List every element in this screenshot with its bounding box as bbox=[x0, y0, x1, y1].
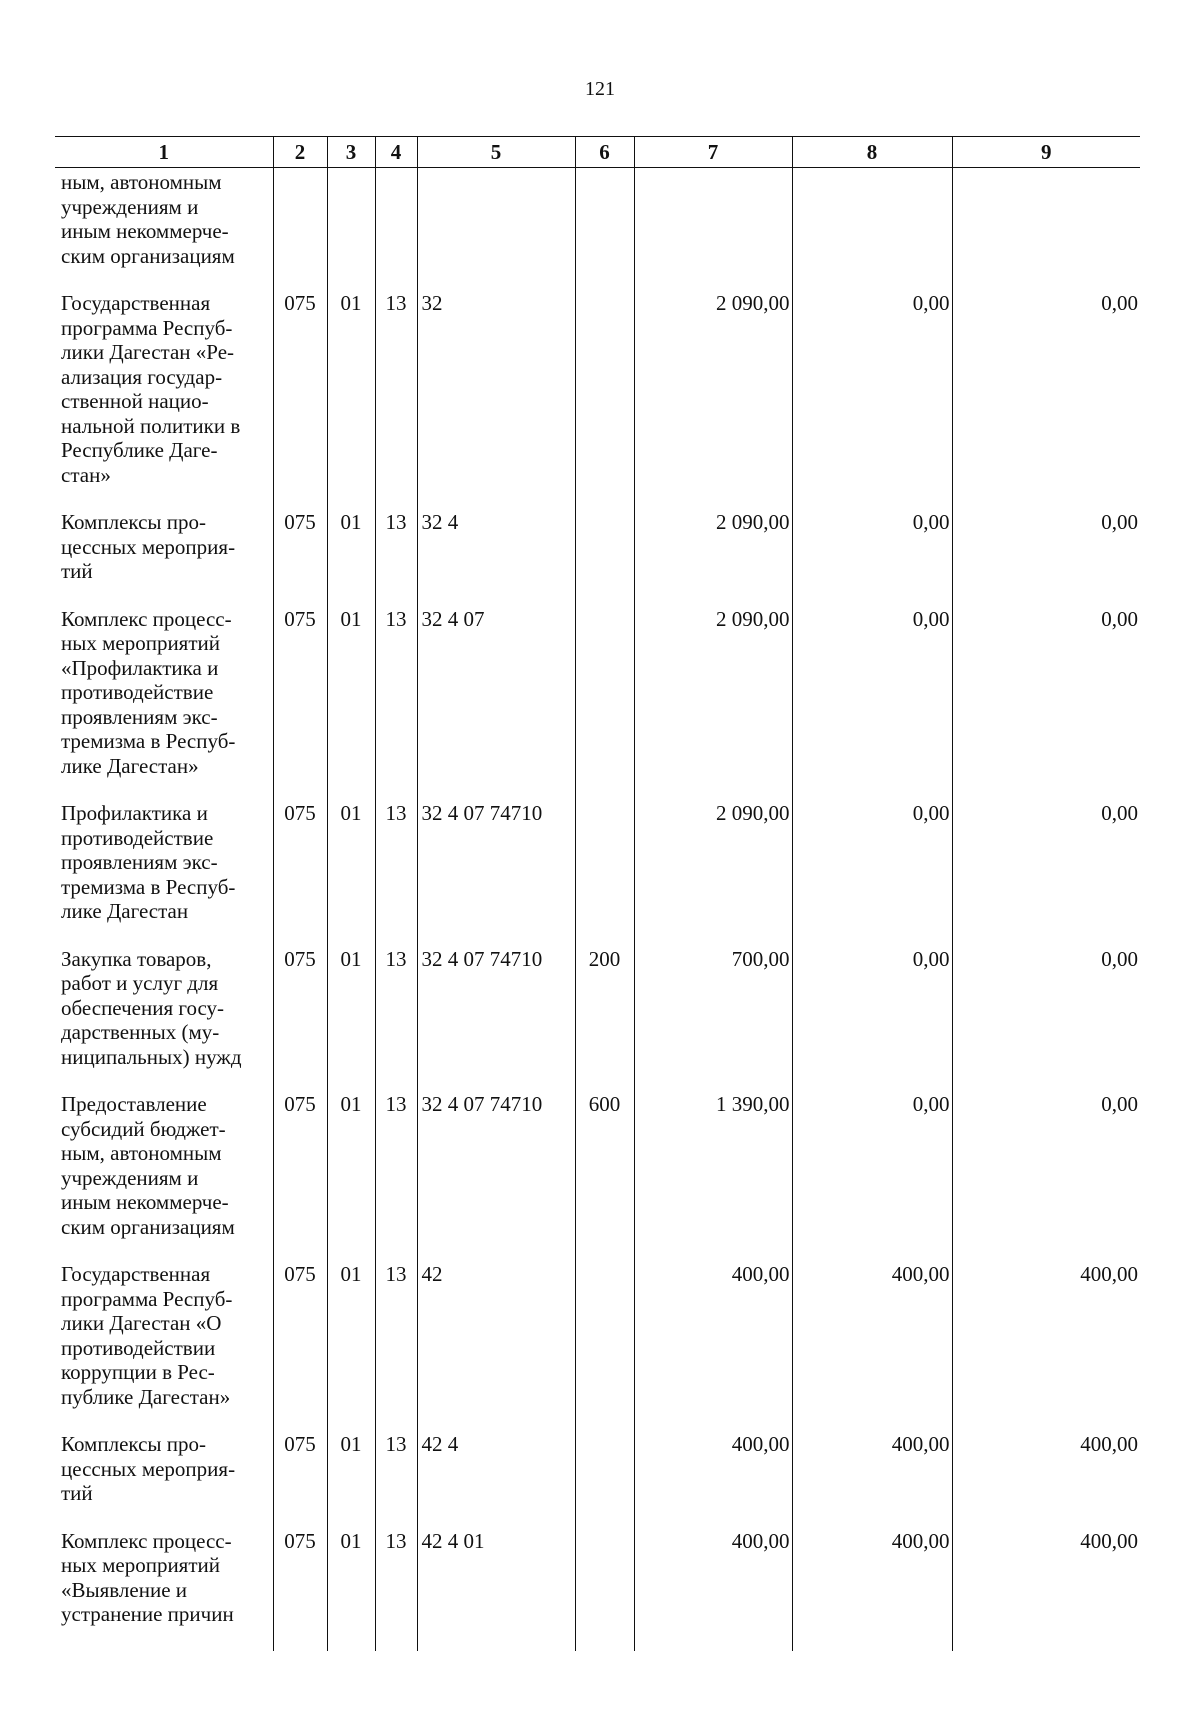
amount-col8-cell: 0,00 bbox=[792, 595, 952, 790]
ministry-code-cell bbox=[273, 168, 327, 280]
item-name-line: Комплекс процесс- bbox=[61, 1528, 232, 1553]
item-name-line: Государственная bbox=[61, 1262, 211, 1286]
ministry-code-cell: 075 bbox=[273, 1517, 327, 1651]
amount-col7-cell: 2 090,00 bbox=[634, 595, 792, 790]
column-header: 4 bbox=[375, 137, 417, 168]
item-name-line: ским организациям bbox=[61, 243, 235, 268]
target-article-cell: 42 4 01 bbox=[417, 1517, 575, 1651]
item-name-cell bbox=[55, 935, 273, 1081]
item-name-line: ским организациям bbox=[61, 1214, 235, 1239]
item-name-line: дарственных (му- bbox=[61, 1020, 220, 1044]
target-article-cell: 32 4 07 74710 bbox=[417, 789, 575, 935]
expense-type-cell bbox=[575, 498, 634, 595]
section-code-cell: 01 bbox=[327, 1517, 375, 1651]
amount-col8-cell: 0,00 bbox=[792, 279, 952, 498]
item-name-line: противодействие bbox=[61, 680, 214, 704]
ministry-code-cell: 075 bbox=[273, 1420, 327, 1517]
section-code-cell: 01 bbox=[327, 789, 375, 935]
expense-type-cell bbox=[575, 789, 634, 935]
table-row bbox=[55, 1250, 1140, 1420]
ministry-code-cell: 075 bbox=[273, 1250, 327, 1420]
item-name-line: ным, автономным bbox=[61, 170, 222, 194]
subsection-code-cell: 13 bbox=[375, 498, 417, 595]
item-name-line: публике Дагестан» bbox=[61, 1384, 231, 1409]
item-name-line: Республике Даге- bbox=[61, 438, 218, 462]
column-header: 3 bbox=[327, 137, 375, 168]
amount-col9-cell bbox=[952, 168, 1140, 280]
amount-col9-cell: 400,00 bbox=[952, 1420, 1140, 1517]
section-code-cell: 01 bbox=[327, 595, 375, 790]
item-name-line: цессных мероприя- bbox=[61, 534, 236, 559]
item-name-line: лике Дагестан» bbox=[61, 753, 199, 778]
item-name-line: Закупка товаров, bbox=[61, 946, 212, 971]
expense-type-cell: 600 bbox=[575, 1080, 634, 1250]
item-name-line: Комплексы про- bbox=[61, 1432, 206, 1456]
section-code-cell: 01 bbox=[327, 1080, 375, 1250]
section-code-cell: 01 bbox=[327, 1420, 375, 1517]
subsection-code-cell: 13 bbox=[375, 1250, 417, 1420]
target-article-cell: 42 4 bbox=[417, 1420, 575, 1517]
item-name-line: «Профилактика и bbox=[61, 655, 219, 680]
section-code-cell: 01 bbox=[327, 498, 375, 595]
item-name-line: стан» bbox=[61, 462, 111, 487]
amount-col8-cell: 0,00 bbox=[792, 1080, 952, 1250]
item-name-line: тремизма в Респуб- bbox=[61, 874, 236, 899]
item-name-line: противодействии bbox=[61, 1335, 216, 1360]
item-name-line: ных мероприятий bbox=[61, 631, 220, 655]
amount-col7-cell: 1 390,00 bbox=[634, 1080, 792, 1250]
amount-col9-cell: 0,00 bbox=[952, 595, 1140, 790]
item-name-cell bbox=[55, 498, 273, 595]
amount-col7-cell: 400,00 bbox=[634, 1517, 792, 1651]
expense-type-cell: 200 bbox=[575, 935, 634, 1081]
column-header: 1 bbox=[55, 137, 273, 168]
item-name-line: иным некоммерче- bbox=[61, 219, 229, 243]
item-name-line: цессных мероприя- bbox=[61, 1456, 236, 1481]
item-name-line: учреждениям и bbox=[61, 1165, 199, 1190]
item-name-line: «Выявление и bbox=[61, 1577, 187, 1602]
ministry-code-cell: 075 bbox=[273, 498, 327, 595]
expense-type-cell bbox=[575, 1517, 634, 1651]
amount-col7-cell: 700,00 bbox=[634, 935, 792, 1081]
item-name-line: ниципальных) нужд bbox=[61, 1044, 242, 1069]
item-name-line: ализация государ- bbox=[61, 364, 223, 389]
target-article-cell bbox=[417, 168, 575, 280]
table-row bbox=[55, 1080, 1140, 1250]
item-name-cell bbox=[55, 1250, 273, 1420]
section-code-cell: 01 bbox=[327, 935, 375, 1081]
item-name-line: субсидий бюджет- bbox=[61, 1116, 226, 1141]
amount-col8-cell: 400,00 bbox=[792, 1420, 952, 1517]
target-article-cell: 32 bbox=[417, 279, 575, 498]
amount-col8-cell: 0,00 bbox=[792, 498, 952, 595]
item-name-line: лики Дагестан «Ре- bbox=[61, 340, 235, 364]
table-row bbox=[55, 789, 1140, 935]
item-name-line: тий bbox=[61, 1481, 93, 1505]
column-header: 2 bbox=[273, 137, 327, 168]
amount-col8-cell: 0,00 bbox=[792, 789, 952, 935]
item-name-line: противодействие bbox=[61, 825, 214, 850]
target-article-cell: 32 4 07 74710 bbox=[417, 1080, 575, 1250]
item-name-line: лики Дагестан «О bbox=[61, 1311, 222, 1335]
table-row bbox=[55, 935, 1140, 1081]
page-number: 121 bbox=[585, 78, 615, 100]
amount-col8-cell bbox=[792, 168, 952, 280]
amount-col8-cell: 400,00 bbox=[792, 1517, 952, 1651]
amount-col9-cell: 400,00 bbox=[952, 1250, 1140, 1420]
ministry-code-cell: 075 bbox=[273, 935, 327, 1081]
table-row bbox=[55, 279, 1140, 498]
subsection-code-cell: 13 bbox=[375, 279, 417, 498]
item-name-line: учреждениям и bbox=[61, 194, 199, 219]
subsection-code-cell: 13 bbox=[375, 789, 417, 935]
item-name-line: тий bbox=[61, 559, 93, 583]
ministry-code-cell: 075 bbox=[273, 1080, 327, 1250]
item-name-line: лике Дагестан bbox=[61, 899, 189, 923]
item-name-line: Комплексы про- bbox=[61, 510, 206, 534]
item-name-line: ных мероприятий bbox=[61, 1553, 220, 1577]
table-row bbox=[55, 168, 1140, 280]
item-name-cell bbox=[55, 279, 273, 498]
subsection-code-cell: 13 bbox=[375, 595, 417, 790]
target-article-cell: 32 4 07 bbox=[417, 595, 575, 790]
subsection-code-cell bbox=[375, 168, 417, 280]
amount-col8-cell: 400,00 bbox=[792, 1250, 952, 1420]
table-row bbox=[55, 498, 1140, 595]
item-name-cell bbox=[55, 1080, 273, 1250]
target-article-cell: 42 bbox=[417, 1250, 575, 1420]
item-name-line: Комплекс процесс- bbox=[61, 606, 232, 631]
item-name-line: работ и услуг для bbox=[61, 971, 219, 995]
column-header: 8 bbox=[792, 137, 952, 168]
item-name-line: коррупции в Рес- bbox=[61, 1360, 215, 1384]
amount-col9-cell: 0,00 bbox=[952, 498, 1140, 595]
item-name-line: Профилактика и bbox=[61, 801, 208, 825]
section-code-cell: 01 bbox=[327, 1250, 375, 1420]
table-row bbox=[55, 595, 1140, 790]
column-header: 7 bbox=[634, 137, 792, 168]
amount-col7-cell: 400,00 bbox=[634, 1250, 792, 1420]
target-article-cell: 32 4 07 74710 bbox=[417, 935, 575, 1081]
section-code-cell bbox=[327, 168, 375, 280]
amount-col8-cell: 0,00 bbox=[792, 935, 952, 1081]
expense-type-cell bbox=[575, 279, 634, 498]
item-name-line: проявлениям экс- bbox=[61, 704, 218, 729]
amount-col7-cell: 2 090,00 bbox=[634, 498, 792, 595]
item-name-line: программа Респуб- bbox=[61, 315, 233, 340]
item-name-line: тремизма в Респуб- bbox=[61, 729, 236, 753]
item-name-line: Предоставление bbox=[61, 1092, 207, 1116]
item-name-line: иным некоммерче- bbox=[61, 1190, 229, 1214]
amount-col7-cell: 2 090,00 bbox=[634, 789, 792, 935]
amount-col9-cell: 0,00 bbox=[952, 935, 1140, 1081]
item-name-cell bbox=[55, 1517, 273, 1651]
subsection-code-cell: 13 bbox=[375, 1420, 417, 1517]
subsection-code-cell: 13 bbox=[375, 1517, 417, 1651]
amount-col7-cell: 400,00 bbox=[634, 1420, 792, 1517]
amount-col9-cell: 400,00 bbox=[952, 1517, 1140, 1651]
item-name-line: программа Респуб- bbox=[61, 1286, 233, 1311]
ministry-code-cell: 075 bbox=[273, 279, 327, 498]
ministry-code-cell: 075 bbox=[273, 789, 327, 935]
table-row bbox=[55, 1420, 1140, 1517]
column-header: 6 bbox=[575, 137, 634, 168]
amount-col9-cell: 0,00 bbox=[952, 279, 1140, 498]
amount-col9-cell: 0,00 bbox=[952, 1080, 1140, 1250]
ministry-code-cell: 075 bbox=[273, 595, 327, 790]
item-name-line: нальной политики в bbox=[61, 413, 241, 438]
target-article-cell: 32 4 bbox=[417, 498, 575, 595]
expense-type-cell bbox=[575, 1250, 634, 1420]
expense-type-cell bbox=[575, 595, 634, 790]
amount-col7-cell: 2 090,00 bbox=[634, 279, 792, 498]
subsection-code-cell: 13 bbox=[375, 935, 417, 1081]
item-name-line: Государственная bbox=[61, 291, 211, 315]
column-header: 9 bbox=[952, 137, 1140, 168]
expense-type-cell bbox=[575, 1420, 634, 1517]
amount-col7-cell bbox=[634, 168, 792, 280]
amount-col9-cell: 0,00 bbox=[952, 789, 1140, 935]
budget-table bbox=[55, 136, 1140, 1651]
subsection-code-cell: 13 bbox=[375, 1080, 417, 1250]
item-name-cell bbox=[55, 789, 273, 935]
item-name-line: проявлениям экс- bbox=[61, 850, 218, 874]
expense-type-cell bbox=[575, 168, 634, 280]
section-code-cell: 01 bbox=[327, 279, 375, 498]
item-name-line: устранение причин bbox=[61, 1602, 234, 1626]
column-header: 5 bbox=[417, 137, 575, 168]
header-row bbox=[55, 137, 1140, 168]
item-name-cell bbox=[55, 595, 273, 790]
item-name-line: ственной нацио- bbox=[61, 389, 209, 413]
item-name-line: обеспечения госу- bbox=[61, 995, 225, 1020]
table-row bbox=[55, 1517, 1140, 1651]
item-name-line: ным, автономным bbox=[61, 1141, 222, 1165]
item-name-cell bbox=[55, 168, 273, 280]
item-name-cell bbox=[55, 1420, 273, 1517]
